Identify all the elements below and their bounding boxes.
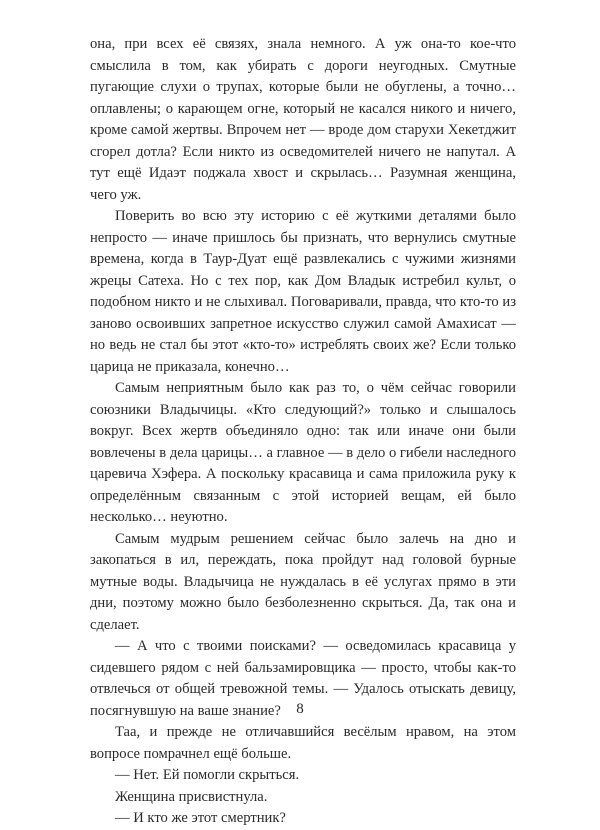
paragraph: Самым неприятным было как раз то, о чём сейчас говорили союзники Владычицы. «Кто следующий?» только и слышалось вокруг. Всех жертв объединяло одно: так или иначе они были вовлечены в дела царицы… а главное — в дело о гибели наследного царевича Хэфера. А поскольку красавица и сама приложила руку к определённым связанным с этой историей вещам, ей было несколько… неуютно. (90, 380, 516, 525)
paragraph: — А что с твоими поисками? — осведомилась красавица у сидевшего рядом с ней бальзамировщика — просто, чтобы как-то отвлечься от общей тревожной темы. — Удалось отыскать девицу, посягнувшую на ваше знание? (90, 638, 516, 719)
paragraph: Поверить во всю эту историю с её жуткими деталями было непросто — иначе пришлось бы признать, что вернулись смутные времена, когда в Таур-Дуат ещё развлекались с чужими жизнями жрецы Сатеха. Но с тех пор, как Дом Владык истребил культ, о подобном никто и не слыхивал. Поговаривали, правда, что кто-то из заново освоивших запретное искусство служил самой Амахисат — но ведь не стал бы этот «кто-то» истреблять своих же? Если только царица не приказала, конечно… (90, 208, 516, 375)
paragraph: Таа, и прежде не отличавшийся весёлым нравом, на этом вопросе помрачнел ещё больше. (90, 724, 516, 762)
paragraph: она, при всех её связях, знала немного. А уж она-то кое-что смыслила в том, как убирать с дороги неугодных. Смутные пугающие слухи о трупах, которые были не обуглены, а точно… оплавлены; о карающем огне, который не касался никого и ничего, кроме самой жертвы. Впрочем нет — вроде дом старухи Хекетджит сгорел дотла? Если никто из осведомителей ничего не напутал. А тут ещё Идаэт поджала хвост и скрылась… Разумная женщина, чего уж. (90, 36, 516, 203)
paragraph: Женщина присвистнула. (115, 788, 268, 805)
page-number: 8 (296, 701, 304, 717)
paragraph: — И кто же этот смертник? (115, 810, 286, 826)
paragraph: — Нет. Ей помогли скрыться. (115, 767, 300, 783)
paragraph: Самым мудрым решением сейчас было залечь на дно и закопаться в ил, переждать, пока пройдут над головой бурные мутные воды. Владычица не нуждалась в её услугах прямо в эти дни, поэтому можно было безболезненно скрыться. Да, так она и сделает. (90, 530, 516, 633)
